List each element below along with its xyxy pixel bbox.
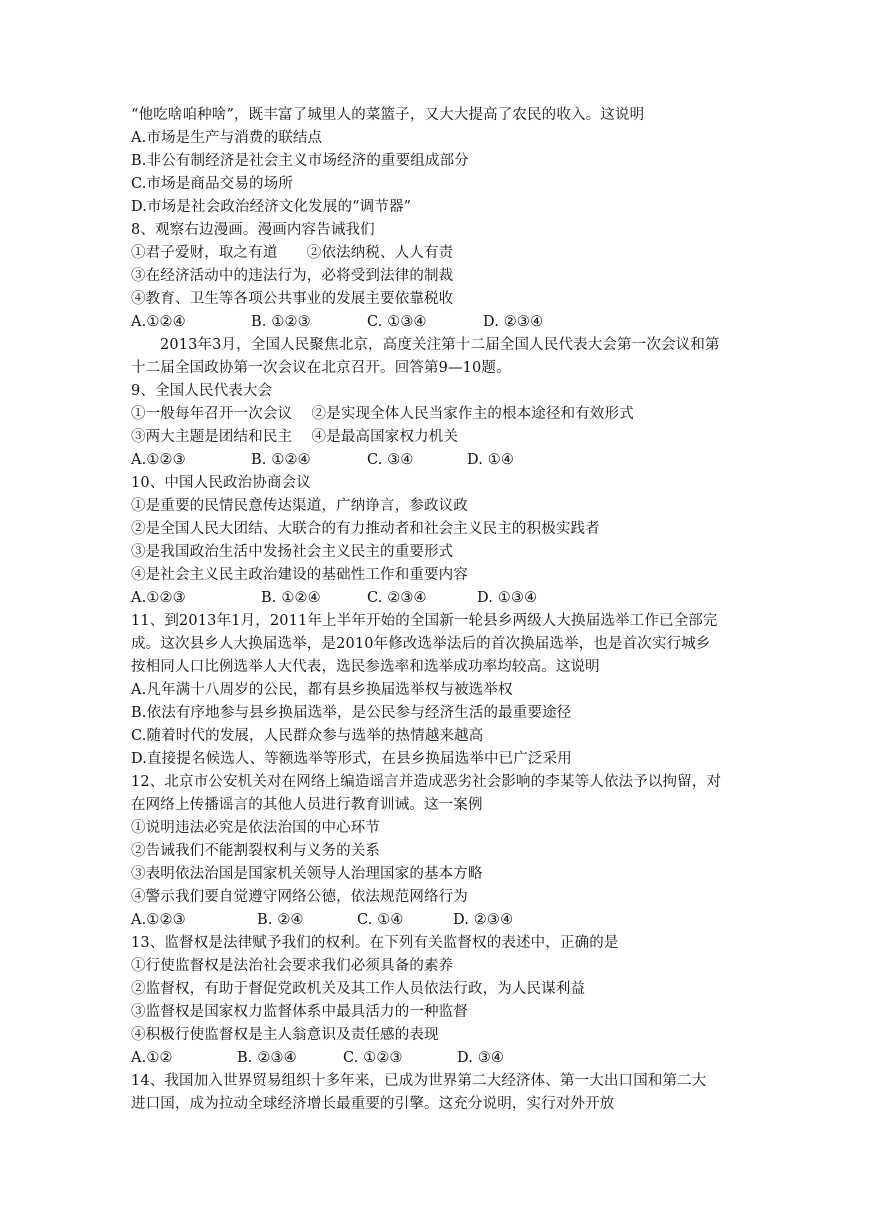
answer-option-d: D. ②③④ [453, 912, 514, 928]
answer-option-d: D. ①④ [467, 452, 515, 468]
text-line: 成。这次县乡人大换届选举，是2010年修改选举法后的首次换届选举，也是首次实行城乡 [131, 636, 711, 652]
answer-option-c: C. ①④ [357, 912, 404, 928]
answer-option-c: C. ②③④ [367, 590, 427, 606]
answer-option-a: A.①②③ [131, 452, 186, 468]
text-line: 十二届全国政协第一次会议在北京召开。回答第9—10题。 [131, 360, 511, 376]
question-14-stem: 14、我国加入世界贸易组织十多年来，已成为世界第二大经济体、第一大出口国和第二大 [131, 1073, 707, 1089]
text-line: A.市场是生产与消费的联结点 [131, 130, 323, 146]
text-line: B.依法有序地参与县乡换届选举，是公民参与经济生活的最重要途径 [131, 705, 572, 721]
text-line: ③表明依法治国是国家机关领导人治理国家的基本方略 [131, 866, 483, 882]
answer-option-c: C. ①③④ [367, 314, 427, 330]
answer-option-d: D. ②③④ [483, 314, 544, 330]
text-line: “他吃啥咱种啥”，既丰富了城里人的菜篮子，又大大提高了农民的收入。这说明 [131, 107, 645, 123]
text-line: ①是重要的民情民意传达渠道，广纳诤言，参政议政 [131, 498, 468, 514]
answer-option-c: C. ③④ [367, 452, 414, 468]
text-line: ②监督权，有助于督促党政机关及其工作人员依法行政，为人民谋利益 [131, 981, 586, 997]
text-line: ③在经济活动中的违法行为，必将受到法律的制裁 [131, 268, 454, 284]
text-line: C.随着时代的发展，人民群众参与选举的热情越来越高 [131, 728, 484, 744]
answer-option-b: B. ②③④ [237, 1050, 297, 1066]
text-line: ②是全国人民大团结、大联合的有力推动者和社会主义民主的积极实践者 [131, 521, 600, 537]
text-line: ④是社会主义民主政治建设的基础性工作和重要内容 [131, 567, 468, 583]
text-line: ①一般每年召开一次会议 ②是实现全体人民当家作主的根本途径和有效形式 [131, 406, 634, 422]
answer-option-a: A.①②③ [131, 590, 186, 606]
text-line: ③两大主题是团结和民主 ④是最高国家权力机关 [131, 429, 459, 445]
text-line: ④教育、卫生等各项公共事业的发展主要依靠税收 [131, 291, 454, 307]
question-11-stem: 11、到2013年1月，2011年上半年开始的全国新一轮县乡两级人大换届选举工作已全部完 [131, 613, 718, 629]
answer-option-c: C. ①②③ [343, 1050, 403, 1066]
text-line: B.非公有制经济是社会主义市场经济的重要组成部分 [131, 153, 469, 169]
text-line: ②告诫我们不能割裂权利与义务的关系 [131, 843, 381, 859]
answer-option-d: D. ①③④ [477, 590, 538, 606]
answer-option-b: B. ①②③ [251, 314, 311, 330]
answer-option-d: D. ③④ [457, 1050, 505, 1066]
answer-option-a: A.①②③ [131, 912, 186, 928]
answer-option-a: A.①②④ [131, 314, 186, 330]
answer-option-b: B. ②④ [257, 912, 304, 928]
text-line: A.凡年满十八周岁的公民，都有县乡换届选举权与被选举权 [131, 682, 513, 698]
question-12-stem: 12、北京市公安机关对在网络上编造谣言并造成恶劣社会影响的李某等人依法予以拘留，对 [131, 774, 722, 790]
text-line: ③是我国政治生活中发扬社会主义民主的重要形式 [131, 544, 454, 560]
text-line: 进口国，成为拉动全球经济增长最重要的引擎。这充分说明，实行对外开放 [131, 1096, 615, 1112]
text-line: ①说明违法必究是依法治国的中心环节 [131, 820, 381, 836]
passage-intro: 2013年3月，全国人民聚焦北京，高度关注第十二届全国人民代表大会第一次会议和第 [160, 337, 720, 353]
answer-option-b: B. ①②④ [261, 590, 321, 606]
text-line: 按相同人口比例选举人大代表，选民参选率和选举成功率均较高。这说明 [131, 659, 600, 675]
text-line: ①行使监督权是法治社会要求我们必须具备的素养 [131, 958, 454, 974]
text-line: ④警示我们要自觉遵守网络公德，依法规范网络行为 [131, 889, 468, 905]
question-10-stem: 10、中国人民政治协商会议 [131, 475, 311, 491]
text-line: D.市场是社会政治经济文化发展的“调节器” [131, 199, 412, 215]
question-9-stem: 9、全国人民代表大会 [131, 383, 273, 399]
question-8-stem: 8、观察右边漫画。漫画内容告诫我们 [131, 222, 375, 238]
text-line: ③监督权是国家权力监督体系中最具活力的一种监督 [131, 1004, 468, 1020]
text-line: ④积极行使监督权是主人翁意识及责任感的表现 [131, 1027, 439, 1043]
text-line: ①君子爱财，取之有道 ②依法纳税、人人有责 [131, 245, 454, 261]
question-13-stem: 13、监督权是法律赋予我们的权利。在下列有关监督权的表述中，正确的是 [131, 935, 619, 951]
text-line: C.市场是商品交易的场所 [131, 176, 293, 192]
answer-option-a: A.①② [131, 1050, 173, 1066]
text-line: 在网络上传播谣言的其他人员进行教育训诫。这一案例 [131, 797, 483, 813]
answer-option-b: B. ①②④ [251, 452, 311, 468]
text-line: D.直接提名候选人、等额选举等形式，在县乡换届选举中已广泛采用 [131, 751, 572, 767]
